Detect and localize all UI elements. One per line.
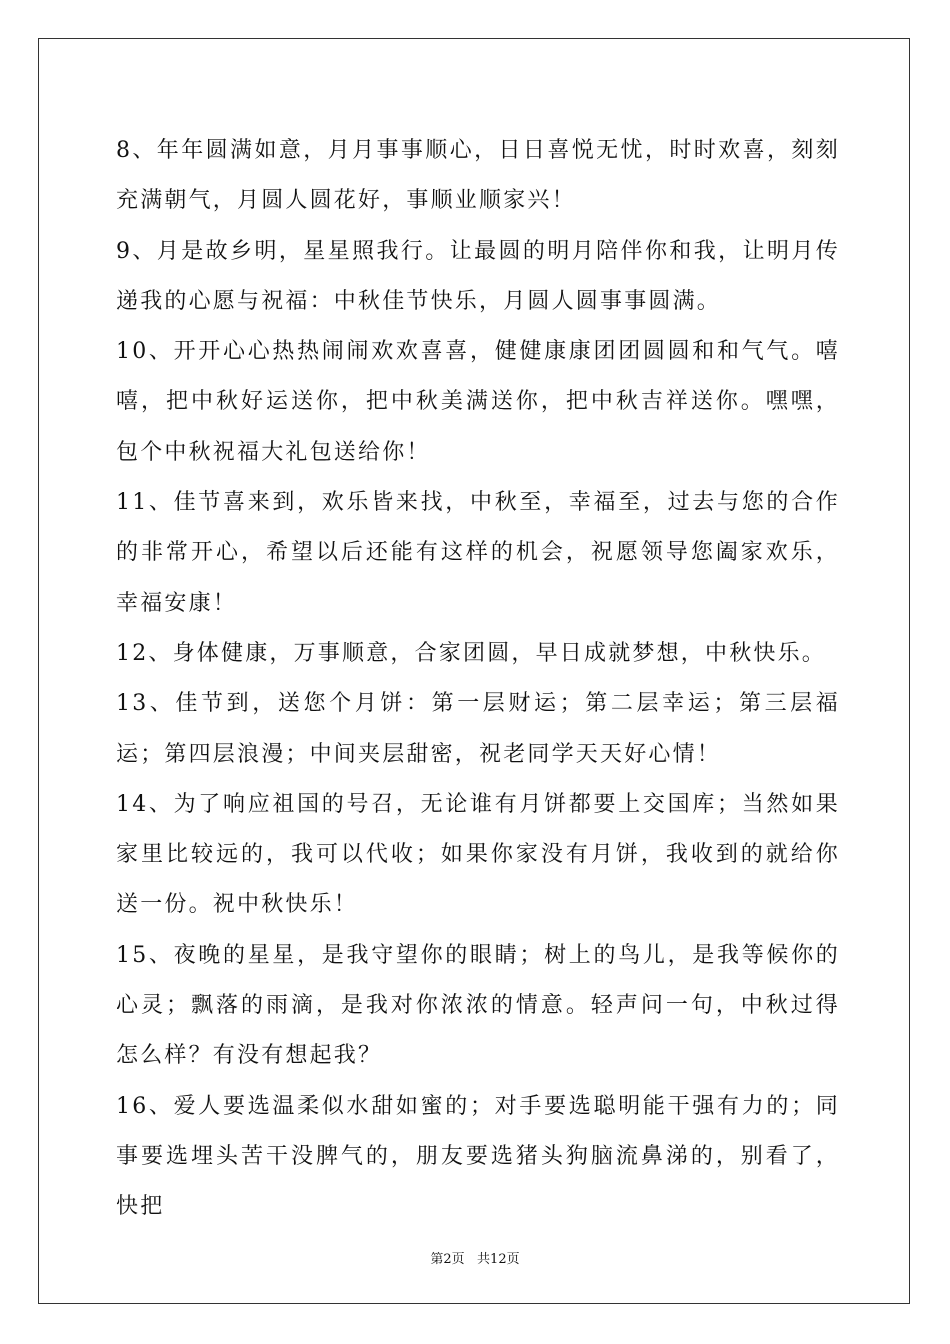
document-body: [116, 126, 840, 1233]
paragraph-10: 10、开开心心热热闹闹欢欢喜喜，健健康康团团圆圆和和气气。嘻嘻，把中秋好运送你，把中秋美满送你，把中秋吉祥送你。嘿嘿，包个中秋祝福大礼包送给你！: [116, 339, 840, 465]
paragraph-12: 12、身体健康，万事顺意，合家团圆，早日成就梦想，中秋快乐。: [116, 640, 826, 666]
paragraph-9: 9、月是故乡明，星星照我行。让最圆的明月陪伴你和我，让明月传递我的心愿与祝福：中秋佳节快乐，月圆人圆事事圆满。: [116, 238, 840, 314]
paragraph-16: 16、爱人要选温柔似水甜如蜜的；对手要选聪明能干强有力的；同事要选埋头苦干没脾气的，朋友要选猪头狗脑流鼻涕的，别看了，快把: [116, 1093, 840, 1220]
paragraph-15: 15、夜晚的星星，是我守望你的眼睛；树上的鸟儿，是我等候你的心灵；飘落的雨滴，是我对你浓浓的情意。轻声问一句，中秋过得怎么样？有没有想起我？: [116, 942, 840, 1069]
page-number: 第2页 共12页: [430, 1252, 520, 1267]
paragraph-13: 13、佳节到，送您个月饼：第一层财运；第二层幸运；第三层福运；第四层浪漫；中间夹层甜密，祝老同学天天好心情！: [116, 691, 840, 767]
paragraph-11: 11、佳节喜来到，欢乐皆来找，中秋至，幸福至，过去与您的合作的非常开心，希望以后还能有这样的机会，祝愿领导您阖家欢乐，幸福安康！: [116, 490, 840, 616]
paragraph-8: 8、年年圆满如意，月月事事顺心，日日喜悦无忧，时时欢喜，刻刻充满朝气，月圆人圆花好，事顺业顺家兴！: [116, 138, 840, 214]
paragraph-14: 14、为了响应祖国的号召，无论谁有月饼都要上交国库；当然如果家里比较远的，我可以代收；如果你家没有月饼，我收到的就给你送一份。祝中秋快乐！: [116, 791, 840, 918]
